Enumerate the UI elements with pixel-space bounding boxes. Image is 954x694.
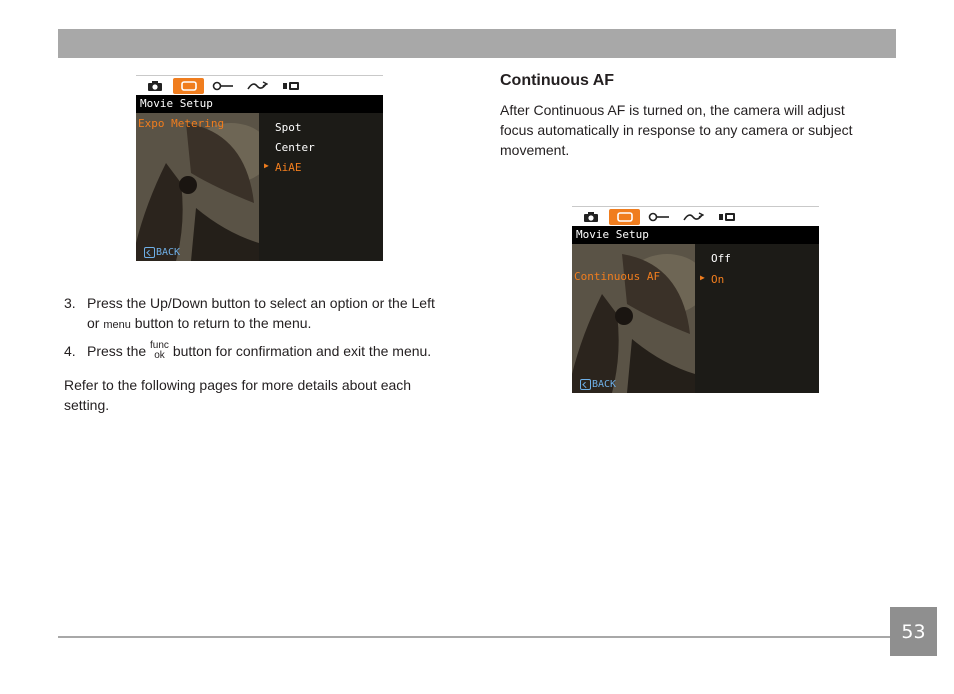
connect-icon — [275, 78, 306, 94]
back-icon — [144, 247, 155, 258]
instruction-steps — [64, 293, 454, 367]
movie-icon — [173, 78, 204, 94]
step-text-line2: button to return to the menu. — [130, 315, 312, 331]
page-number: 53 — [890, 607, 937, 656]
section-heading: Continuous AF — [500, 72, 615, 89]
options-panel — [259, 113, 383, 261]
step-text-a: Press the — [87, 343, 151, 359]
flower-photo — [136, 113, 259, 261]
options-panel — [695, 244, 819, 393]
setting-label: Continuous AF — [574, 270, 661, 283]
ok-label: ok — [154, 350, 165, 361]
connect-icon — [711, 209, 742, 225]
playback-effect-icon — [241, 78, 272, 94]
option-label: AiAE — [275, 161, 302, 174]
camera-icon — [139, 78, 170, 94]
camera-screen-expo-metering — [136, 75, 383, 261]
flower-photo — [572, 244, 695, 393]
footer-rule — [58, 636, 890, 638]
step-text — [87, 293, 435, 335]
step-4 — [64, 341, 454, 361]
menu-tab-bar — [136, 75, 383, 95]
header-bar — [58, 29, 896, 58]
step-number: 4. — [64, 343, 76, 359]
selection-arrow-icon: ▶ — [700, 273, 705, 282]
step-3 — [64, 293, 454, 335]
option-label: On — [711, 273, 725, 286]
setup-icon — [207, 78, 238, 94]
back-label: BACK — [156, 247, 181, 258]
camera-icon — [575, 209, 606, 225]
option-on[interactable] — [700, 273, 725, 286]
func-ok-button-glyph — [150, 341, 169, 361]
screen-title: Movie Setup — [136, 95, 383, 113]
menu-button-glyph: menu — [103, 319, 131, 331]
option-aiae[interactable] — [264, 161, 302, 174]
back-label: BACK — [592, 379, 617, 390]
step-text-or: or — [87, 315, 104, 331]
movie-icon — [609, 209, 640, 225]
menu-tab-bar — [572, 206, 819, 226]
camera-screen-continuous-af — [572, 206, 819, 393]
step-text-b: button for confirmation and exit the menu. — [168, 343, 432, 359]
screen-title: Movie Setup — [572, 226, 819, 244]
step-text — [87, 341, 431, 361]
option-center[interactable]: Center — [275, 141, 315, 154]
step-text-line1: Press the Up/Down button to select an option or the Left — [87, 295, 435, 311]
playback-effect-icon — [677, 209, 708, 225]
back-button[interactable] — [580, 379, 616, 390]
refer-note: Refer to the following pages for more details about each setting. — [64, 377, 412, 413]
back-icon — [580, 379, 591, 390]
step-number: 3. — [64, 295, 76, 311]
setting-label: Expo Metering — [138, 117, 225, 130]
back-button[interactable] — [144, 247, 180, 258]
selection-arrow-icon: ▶ — [264, 161, 269, 170]
option-off[interactable]: Off — [711, 252, 731, 265]
option-spot[interactable]: Spot — [275, 121, 302, 134]
func-label: func — [150, 340, 169, 351]
section-body: After Continuous AF is turned on, the camera will adjust focus automatically in response to any camera or subject movement. — [500, 102, 853, 158]
setup-icon — [643, 209, 674, 225]
